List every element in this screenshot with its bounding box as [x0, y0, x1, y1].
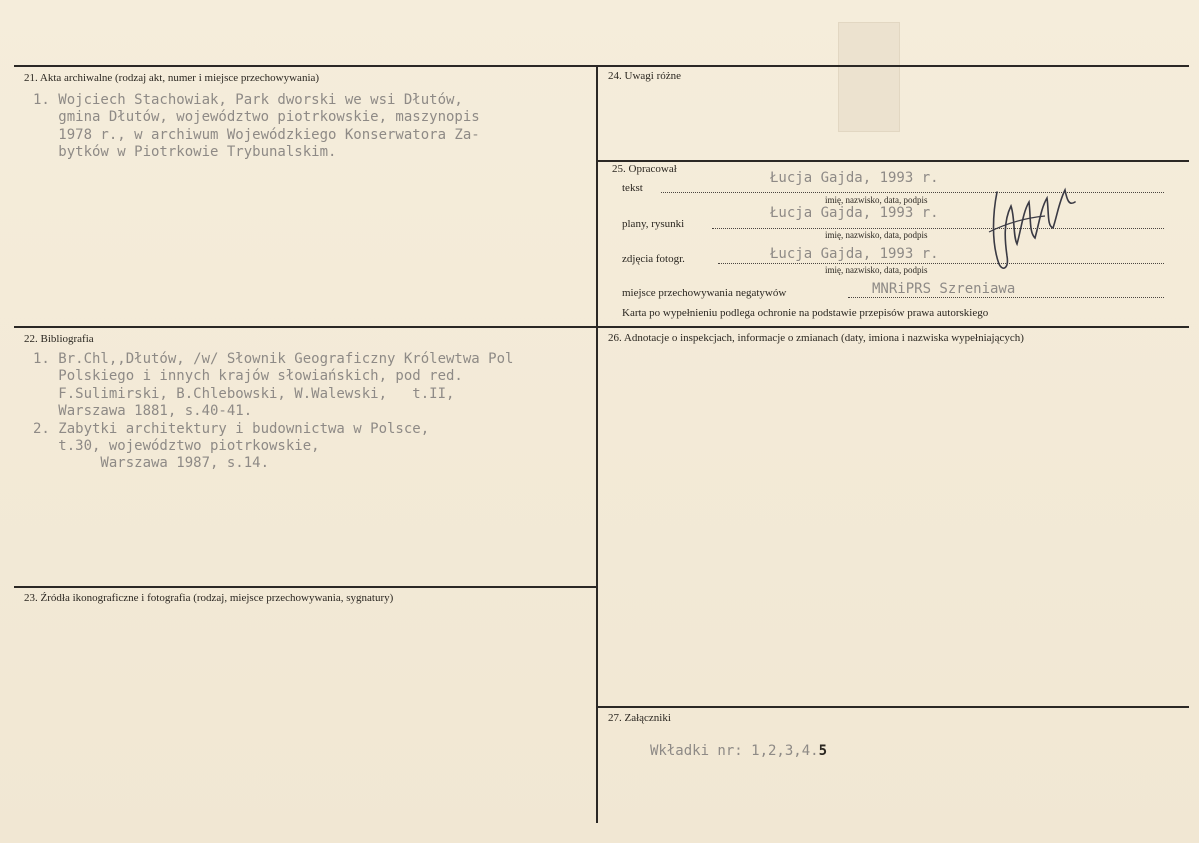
text-line: 2. Zabytki architektury i budownictwa w Polsce, [33, 420, 430, 437]
paper-tab [838, 22, 900, 132]
negatives-value: MNRiPRS Szreniawa [872, 281, 1016, 297]
attachments-handwritten: 5 [818, 743, 828, 759]
field-label-zdjecia: zdjęcia fotogr. [622, 253, 685, 265]
handwritten-signature [985, 172, 1085, 282]
field-hint: imię, nazwisko, data, podpis [825, 230, 928, 240]
text-line: Warszawa 1987, s.14. [33, 455, 270, 472]
middle-divider [596, 66, 598, 823]
text-line: Warszawa 1881, s.40-41. [33, 403, 253, 420]
section-23-label: 23. Źródła ikonograficzne i fotografia (rodzaj, miejsce przechowywania, sygnatury) [24, 592, 394, 604]
text-line: gmina Dłutów, województwo piotrkowskie, maszynopis [33, 109, 480, 126]
section-26-label: 26. Adnotacje o inspekcjach, informacje o zmianach (daty, imiona i nazwiska wypełniających) [608, 332, 1024, 344]
author-photos-value: Łucja Gajda, 1993 r. [770, 246, 939, 262]
author-text-value: Łucja Gajda, 1993 r. [770, 170, 939, 186]
dotted-line [661, 192, 1164, 193]
field-hint: imię, nazwisko, data, podpis [825, 195, 928, 205]
rule-22-23 [14, 586, 596, 588]
text-line: F.Sulimirski, B.Chlebowski, W.Walewski, t.II, [33, 385, 455, 402]
text-line: bytków w Piotrkowie Trybunalskim. [33, 144, 337, 161]
text-line: 1978 r., w archiwum Wojewódzkiego Konserwatora Za- [33, 126, 480, 143]
negatives-label: miejsce przechowywania negatywów [622, 287, 787, 299]
section-22-text [33, 351, 513, 473]
field-label-tekst: tekst [622, 182, 643, 194]
text-line: Polskiego i innych krajów słowiańskich, pod red. [33, 368, 463, 385]
copyright-note: Karta po wypełnieniu podlega ochronie na podstawie przepisów prawa autorskiego [622, 307, 989, 319]
dotted-line [712, 228, 1164, 229]
field-label-plany: plany, rysunki [622, 218, 685, 230]
attachments-value [650, 743, 827, 760]
rule-26-27 [598, 706, 1189, 708]
section-21-text [33, 92, 480, 162]
top-rule [14, 65, 1189, 67]
attachments-typed: Wkładki nr: 1,2,3,4. [650, 743, 819, 759]
field-hint: imię, nazwisko, data, podpis [825, 265, 928, 275]
text-line: 1. Br.Chl,,Dłutów, /w/ Słownik Geograficzny Królewtwa Pol [33, 351, 514, 367]
section-25-label: 25. Opracował [612, 163, 677, 175]
rule-mid [14, 326, 1189, 328]
author-plans-value: Łucja Gajda, 1993 r. [770, 205, 939, 221]
section-21-label: 21. Akta archiwalne (rodzaj akt, numer i miejsce przechowywania) [24, 72, 320, 84]
section-27-label: 27. Załączniki [608, 712, 671, 724]
section-24-label: 24. Uwagi różne [608, 70, 682, 82]
rule-24-25 [598, 160, 1189, 162]
text-line: 1. Wojciech Stachowiak, Park dworski we wsi Dłutów, [33, 92, 463, 108]
text-line: t.30, województwo piotrkowskie, [33, 438, 320, 455]
section-22-label: 22. Bibliografia [24, 333, 94, 345]
